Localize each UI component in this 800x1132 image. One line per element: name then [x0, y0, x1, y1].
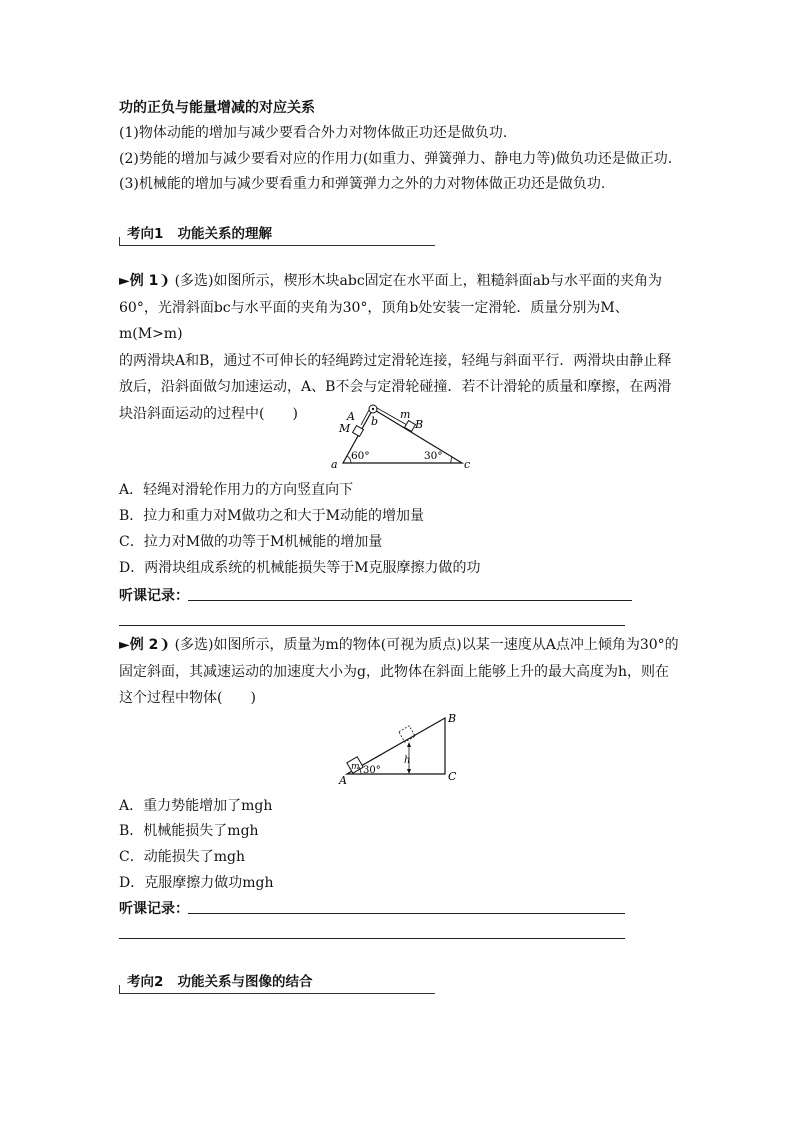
example-2-option-a: A．重力势能增加了mgh [119, 798, 273, 814]
example-1-option-d: D．两滑块组成系统的机械能损失等于M克服摩擦力做的功 [119, 560, 481, 576]
record-line [119, 625, 625, 626]
label-A: A [347, 410, 355, 423]
stem-line: 固定斜面，其减速运动的加速度大小为g，此物体在斜面上能够上升的最大高度为h，则在 [119, 663, 669, 680]
intro-line-3: (3)机械能的增加与减少要看重力和弹簧弹力之外的力对物体做正功还是做负功. [119, 176, 606, 192]
intro-line-2: (2)势能的增加与减少要看对应的作用力(如重力、弹簧弹力、静电力等)做负功还是做正功. [119, 151, 673, 167]
wedge-pulley-figure [325, 398, 475, 473]
label-h: h [404, 755, 411, 766]
stem-line: 块沿斜面运动的过程中( ) [119, 405, 298, 422]
section-title: 功能关系的理解 [177, 226, 273, 242]
example-2-record-label: 听课记录： [119, 901, 189, 917]
section-label: 考向1 [127, 226, 164, 242]
example-2-option-d: D．克服摩擦力做功mgh [119, 875, 274, 891]
example-2-option-b: B．机械能损失了mgh [119, 823, 259, 839]
example-1-option-b: B．拉力和重力对M做功之和大于M动能的增加量 [119, 508, 424, 524]
stem-line: 这个过程中物体( ) [119, 690, 256, 706]
stem-line: (多选)如图所示，质量为m的物体(可视为质点)以某一速度从A点冲上倾角为30°的 [174, 637, 679, 653]
label-b: b [371, 415, 379, 428]
example-2-stem [119, 632, 685, 712]
example-2-option-c: C．动能损失了mgh [119, 849, 245, 865]
section-heading-2 [119, 968, 435, 994]
angle-60: 60° [351, 450, 370, 462]
stem-line: 60°，光滑斜面bc与水平面的夹角为30°，顶角b处安装一定滑轮．质量分别为M、m(M>m) [119, 299, 629, 342]
label-B: B [448, 712, 457, 725]
record-line [188, 600, 632, 601]
section-label: 考向2 [127, 974, 164, 990]
example-1-option-a: A．轻绳对滑轮作用力的方向竖直向下 [119, 482, 354, 498]
record-line [119, 938, 625, 939]
block-A [353, 426, 364, 437]
label-B: B [415, 418, 424, 431]
label-C: C [448, 770, 457, 783]
stem-line: 的两滑块A和B，通过不可伸长的轻绳跨过定滑轮连接，轻绳与斜面平行．两滑块由静止释 [119, 352, 672, 369]
section-heading-1 [119, 220, 435, 246]
label-M: M [339, 422, 351, 435]
record-line [188, 913, 625, 914]
label-m: m [351, 762, 360, 772]
example-1-mark: ►例 1❩ [119, 273, 171, 289]
section-title: 功能关系与图像的结合 [177, 974, 313, 990]
label-a: a [331, 458, 338, 471]
angle-30: 30° [363, 765, 381, 776]
label-A: A [339, 774, 347, 786]
incline-figure [335, 710, 465, 786]
intro-line-1: (1)物体动能的增加与减少要看合外力对物体做正功还是做负功. [119, 125, 508, 141]
label-m: m [400, 408, 411, 421]
label-c: c [464, 458, 471, 471]
example-1-record-label: 听课记录： [119, 588, 189, 604]
stem-line: 放后，沿斜面做匀加速运动，A、B不会与定滑轮碰撞．若不计滑轮的质量和摩擦，在两滑 [119, 379, 672, 395]
intro-title: 功的正负与能量增减的对应关系 [119, 100, 315, 116]
stem-line: (多选)如图所示，楔形木块abc固定在水平面上，粗糙斜面ab与水平面的夹角为 [174, 273, 662, 289]
angle-30: 30° [424, 450, 443, 462]
example-2-mark: ►例 2❩ [119, 637, 171, 653]
example-1-option-c: C．拉力对M做的功等于M机械能的增加量 [119, 534, 383, 550]
